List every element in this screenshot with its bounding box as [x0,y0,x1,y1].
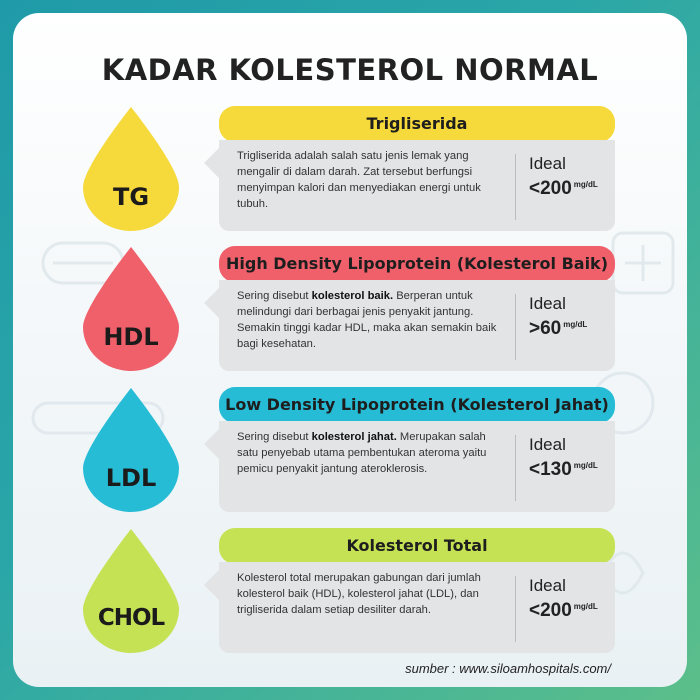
droplet-icon [79,245,183,371]
description-text: Trigliserida adalah salah satu jenis lemak yang mengalir di dalam darah. Zat tersebut berfungsi menyimpan kalori dan menyediakan energi untuk tubuh. [237,150,481,210]
infographic-card [13,13,687,687]
description-post: Berperan untuk melindungi dari berbagai jenis penyakit jantung. Semakin tinggi kadar HDL, maka akan semakin baik bagi kesehatan. [237,290,497,350]
info-box-ldl [219,421,615,512]
ideal-unit: mg/dL [573,180,598,189]
description-text: Kolesterol total merupakan gabungan dari jumlah kolesterol baik (HDL), kolesterol jahat (LDL), dan trigliserida dalam setiap desiliter darah. [237,572,481,616]
header-trigliserida: Trigliserida [219,106,615,142]
page-title: KADAR KOLESTEROL NORMAL [101,53,599,87]
ideal-value [529,178,598,200]
description-bold: kolesterol jahat. [311,431,397,443]
description-post: Merupakan salah satu penyebab utama pembentukan ateroma yaitu pemicu penyakit jantung ateroklerosis. [237,431,487,475]
divider [515,294,516,360]
droplet-icon [79,386,183,512]
ideal-number: <200 [529,600,572,621]
description-text [237,288,499,352]
description-text [237,429,499,477]
ideal-value [529,318,587,340]
ideal-unit: mg/dL [563,320,588,329]
description-pre: Sering disebut [237,431,312,443]
drop-label: LDL [105,464,157,492]
drop-chol [79,527,183,653]
ideal-number: >60 [529,318,562,339]
drop-tg [79,105,183,231]
ideal-unit: mg/dL [573,602,598,611]
droplet-icon [79,527,183,653]
description-bold: kolesterol baik. [311,290,394,302]
divider [515,435,516,501]
divider [515,154,516,220]
droplet-icon [79,105,183,231]
ideal-value [529,459,598,481]
drop-ldl [79,386,183,512]
header-hdl: High Density Lipoprotein (Kolesterol Baik) [219,246,615,282]
header-kolesterol-total: Kolesterol Total [219,528,615,564]
ideal-number: <200 [529,178,572,199]
ideal-label: Ideal [529,435,566,454]
source-credit: sumber : www.siloamhospitals.com/ [405,661,611,676]
ideal-label: Ideal [529,154,566,173]
ideal-unit: mg/dL [573,461,598,470]
drop-hdl [79,245,183,371]
ideal-label: Ideal [529,294,566,313]
ideal-label: Ideal [529,576,566,595]
ideal-number: <130 [529,459,572,480]
header-ldl: Low Density Lipoprotein (Kolesterol Jahat) [219,387,615,423]
ideal-value [529,600,598,622]
drop-label: HDL [103,323,159,351]
info-box-kolesterol-total [219,562,615,653]
info-box-trigliserida [219,140,615,231]
drop-label: CHOL [97,605,165,631]
divider [515,576,516,642]
drop-label: TG [112,183,150,211]
description-pre: Sering disebut [237,290,312,302]
info-box-hdl [219,280,615,371]
